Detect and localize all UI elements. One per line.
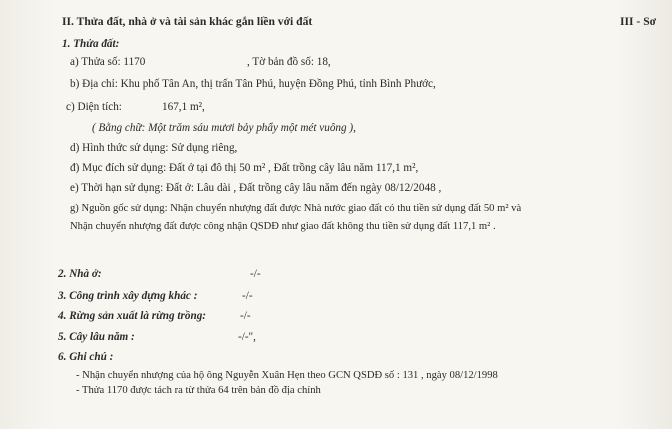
area-value: 167,1 m², [162,101,205,113]
perennial-trees-label: 5. Cây lâu năm : [58,331,135,343]
house-value: -/- [250,268,261,280]
parcel-number: a) Thửa số: 1170 [70,56,146,68]
perennial-trees-value: -/-", [238,331,256,343]
address: b) Địa chỉ: Khu phố Tân An, thị trấn Tân Phú, huyện Đồng Phú, tỉnh Bình Phước, [70,78,436,90]
note-item-2: - Thửa 1170 được tách ra từ thửa 64 trên bản đồ địa chính [76,385,321,396]
other-construction-value: -/- [242,290,253,302]
usage-origin-line-2: Nhận chuyển nhượng đất được công nhận QSDĐ như giao đất không thu tiền sử dụng đất 117,1 m² . [70,221,496,232]
page-reference: III - Sơ [620,15,657,28]
map-sheet-number: , Tờ bản đồ số: 18, [247,56,331,68]
notes-heading: 6. Ghi chú : [58,351,114,363]
usage-form: d) Hình thức sử dụng: Sử dụng riêng, [70,142,238,154]
usage-duration: e) Thời hạn sử dụng: Đất ở: Lâu dài , Đất trồng cây lâu năm đến ngày 08/12/2048 , [70,182,442,194]
other-construction-label: 3. Công trình xây dựng khác : [58,290,198,302]
house-label: 2. Nhà ở: [58,268,102,280]
area-in-words: ( Bằng chữ: Một trăm sáu mươi bảy phẩy một mét vuông ), [92,122,356,134]
usage-purpose: đ) Mục đích sử dụng: Đất ở tại đô thị 50 m² , Đất trồng cây lâu năm 117,1 m², [70,162,419,174]
area-label: c) Diện tích: [66,101,122,113]
land-heading: 1. Thửa đất: [62,38,120,50]
planted-forest-value: -/- [240,310,251,322]
usage-origin-line-1: g) Nguồn gốc sử dụng: Nhận chuyển nhượng đất được Nhà nước giao đất có thu tiền sử dụng đất 50 m² và [70,203,522,214]
section-title: II. Thửa đất, nhà ở và tài sản khác gắn liền với đất [62,15,313,28]
note-item-1: - Nhận chuyển nhượng của hộ ông Nguyễn Xuân Hẹn theo GCN QSDĐ số : 131 , ngày 08/12/1998 [76,370,498,381]
planted-forest-label: 4. Rừng sản xuất là rừng trồng: [58,310,207,322]
